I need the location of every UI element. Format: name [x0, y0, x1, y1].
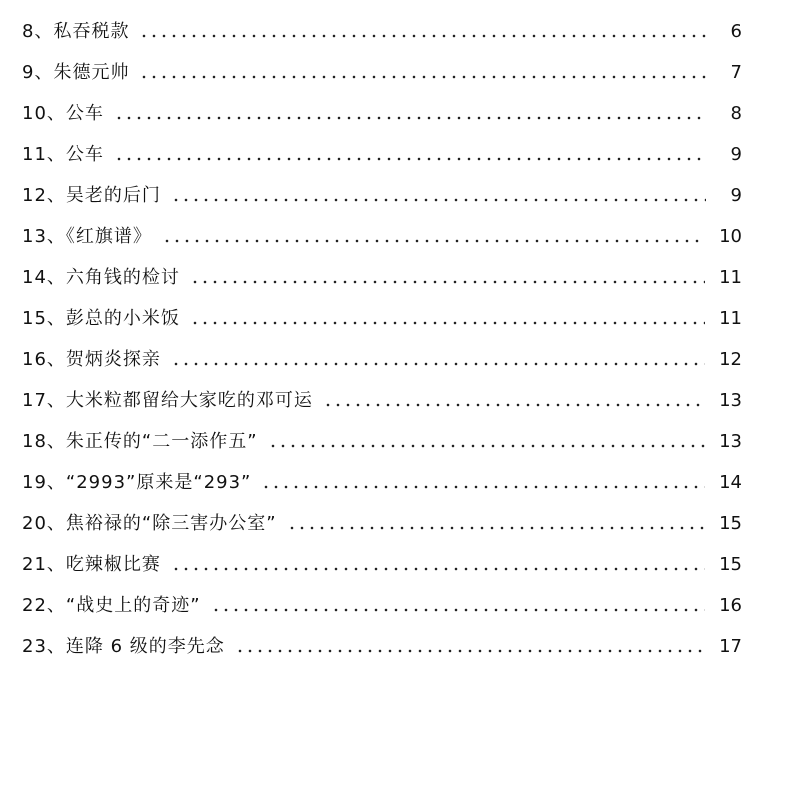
- toc-entry: [22, 217, 742, 258]
- toc-entry-page: 9: [730, 185, 742, 206]
- toc-entry-page: 10: [719, 226, 742, 247]
- toc-entry-page: 13: [719, 390, 742, 411]
- dot-leader: [261, 484, 705, 490]
- toc-entry-title: 16、贺炳炎探亲: [22, 349, 161, 370]
- toc-entry: [22, 381, 742, 422]
- toc-entry: [22, 586, 742, 627]
- toc-entry-page: 13: [719, 431, 742, 452]
- dot-leader: [235, 648, 705, 654]
- toc-entry-page: 14: [719, 472, 742, 493]
- dot-leader: [287, 525, 706, 531]
- toc-entry-title: 18、朱正传的“二一添作五”: [22, 431, 258, 452]
- toc-entry: [22, 340, 742, 381]
- dot-leader: [171, 361, 705, 367]
- toc-entry: [22, 299, 742, 340]
- toc-entry-page: 12: [719, 349, 742, 370]
- dot-leader: [190, 320, 705, 326]
- toc-entry: [22, 627, 742, 668]
- dot-leader: [171, 566, 705, 572]
- toc-entry: [22, 53, 742, 94]
- dot-leader: [114, 156, 706, 162]
- toc-entry: [22, 258, 742, 299]
- toc-entry: [22, 176, 742, 217]
- toc-entry-page: 7: [730, 62, 742, 83]
- toc-entry-title: 19、“2993”原来是“293”: [22, 472, 252, 493]
- dot-leader: [162, 238, 705, 244]
- toc-entry-title: 11、公车: [22, 144, 104, 165]
- toc-entry-title: 21、吃辣椒比赛: [22, 554, 161, 575]
- toc-entry: [22, 422, 742, 463]
- table-of-contents: [22, 12, 742, 668]
- toc-entry-page: 11: [719, 267, 742, 288]
- toc-entry-page: 17: [719, 636, 742, 657]
- toc-entry-page: 15: [719, 554, 742, 575]
- dot-leader: [190, 279, 705, 285]
- toc-entry-title: 23、连降 6 级的李先念: [22, 636, 225, 657]
- toc-entry-page: 11: [719, 308, 742, 329]
- toc-entry-title: 20、焦裕禄的“除三害办公室”: [22, 513, 277, 534]
- dot-leader: [114, 115, 706, 121]
- toc-entry-page: 6: [730, 21, 742, 42]
- dot-leader: [139, 33, 706, 39]
- dot-leader: [211, 607, 706, 613]
- toc-entry: [22, 463, 742, 504]
- toc-entry-page: 16: [719, 595, 742, 616]
- toc-entry-title: 12、吴老的后门: [22, 185, 161, 206]
- toc-entry-title: 13、《红旗谱》: [22, 226, 152, 247]
- toc-entry-page: 15: [719, 513, 742, 534]
- toc-entry: [22, 545, 742, 586]
- toc-entry-title: 22、“战史上的奇迹”: [22, 595, 201, 616]
- toc-entry: [22, 135, 742, 176]
- toc-entry: [22, 12, 742, 53]
- toc-entry-title: 14、六角钱的检讨: [22, 267, 180, 288]
- toc-entry-page: 8: [730, 103, 742, 124]
- toc-entry-title: 15、彭总的小米饭: [22, 308, 180, 329]
- toc-entry: [22, 94, 742, 135]
- dot-leader: [139, 74, 706, 80]
- dot-leader: [268, 443, 706, 449]
- toc-entry-title: 8、私吞税款: [22, 21, 130, 42]
- toc-entry: [22, 504, 742, 545]
- dot-leader: [323, 402, 705, 408]
- toc-entry-page: 9: [730, 144, 742, 165]
- toc-entry-title: 9、朱德元帅: [22, 62, 130, 83]
- toc-entry-title: 17、大米粒都留给大家吃的邓可运: [22, 390, 313, 411]
- toc-entry-title: 10、公车: [22, 103, 104, 124]
- dot-leader: [171, 197, 706, 203]
